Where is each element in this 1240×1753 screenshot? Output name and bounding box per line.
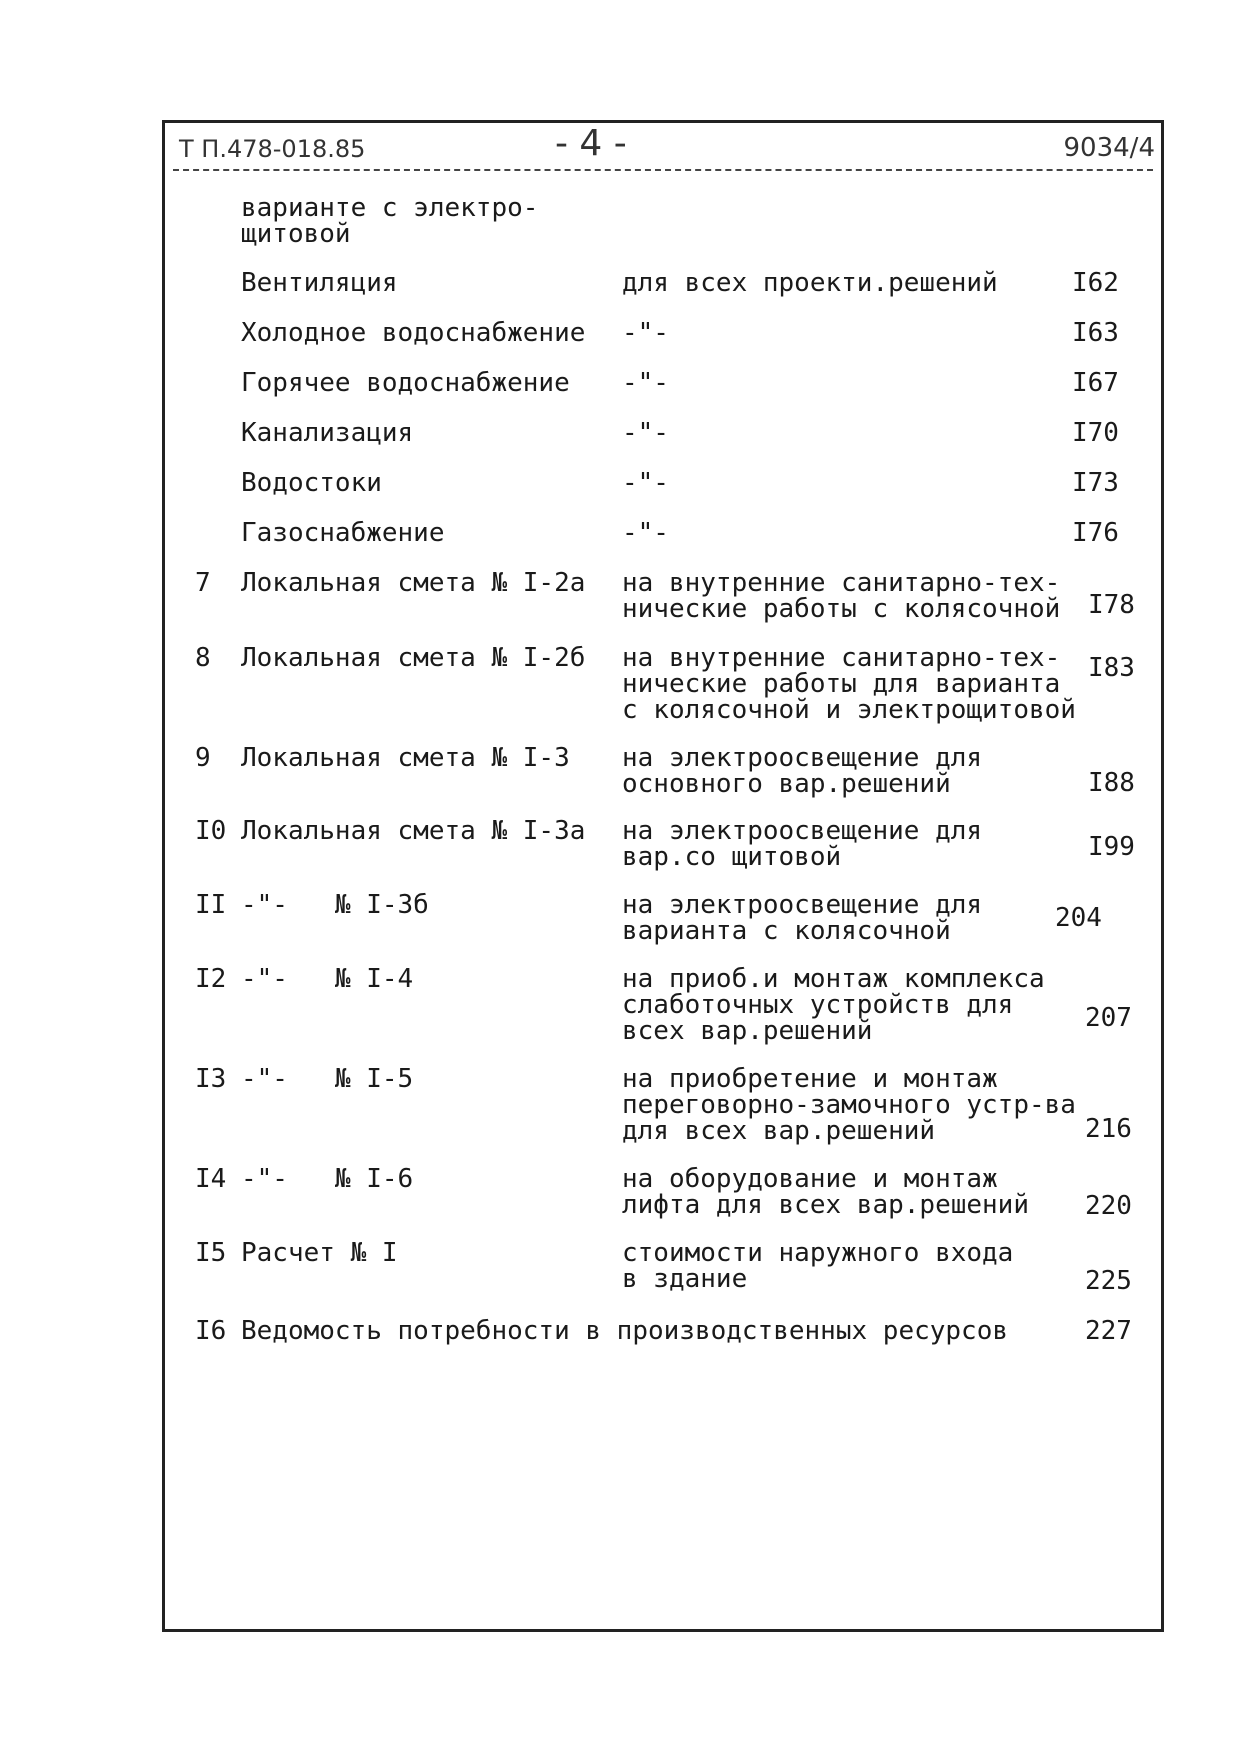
description-line: на электроосвещение для	[622, 816, 983, 846]
description-line: -"-	[622, 468, 669, 498]
row-number: II	[195, 890, 227, 920]
row-title: Расчет № I	[241, 1238, 398, 1268]
row-page-number: 227	[1085, 1316, 1132, 1346]
row-page-number: I76	[1072, 518, 1119, 548]
description-line: варианта с колясочной	[622, 916, 951, 946]
row-page-number: 207	[1085, 1003, 1132, 1033]
row-number: 7	[195, 568, 211, 598]
description-line: стоимости наружного входа	[622, 1238, 1014, 1268]
description-line: переговорно-замочного устр-ва	[622, 1090, 1076, 1120]
row-description	[622, 370, 669, 396]
row-page-number: I88	[1088, 768, 1135, 798]
description-line: в здание	[622, 1264, 748, 1294]
row-description	[622, 320, 669, 346]
row-description	[622, 745, 982, 797]
row-number: I6	[195, 1316, 227, 1346]
description-line: -"-	[622, 418, 669, 448]
row-description	[622, 966, 1045, 1044]
continuation-text	[241, 195, 538, 247]
description-line: основного вар.решений	[622, 769, 951, 799]
row-description	[622, 470, 669, 496]
row-title: Локальная смета № I-2а	[241, 568, 586, 598]
description-line: нические работы для варианта	[622, 669, 1061, 699]
doc-code: Т П.478-018.85	[179, 135, 366, 163]
description-line: на приоб.и монтаж комплекса	[622, 964, 1045, 994]
row-number: I2	[195, 964, 227, 994]
row-title: -"- № I-6	[241, 1164, 414, 1194]
row-title: Локальная смета № I-3а	[241, 816, 586, 846]
description-line: на электроосвещение для	[622, 890, 983, 920]
row-page-number: I78	[1088, 590, 1135, 620]
row-number: 9	[195, 743, 211, 773]
row-page-number: 204	[1055, 903, 1102, 933]
page-header	[165, 123, 1161, 177]
row-title: -"- № I-4	[241, 964, 414, 994]
row-title: Холодное водоснабжение	[241, 318, 586, 348]
row-title: Вентиляция	[241, 268, 398, 298]
row-page-number: I83	[1088, 653, 1135, 683]
row-description	[622, 1166, 1029, 1218]
description-line: всех вар.решений	[622, 1016, 873, 1046]
row-title: Водостоки	[241, 468, 382, 498]
row-page-number: I73	[1072, 468, 1119, 498]
description-line: -"-	[622, 368, 669, 398]
row-description	[622, 570, 1060, 622]
row-page-number: I99	[1088, 832, 1135, 862]
row-title: -"- № I-5	[241, 1064, 414, 1094]
description-line: на оборудование и монтаж	[622, 1164, 998, 1194]
header-divider	[173, 169, 1153, 171]
row-title: Горячее водоснабжение	[241, 368, 570, 398]
description-line: вар.со щитовой	[622, 842, 842, 872]
description-line: слаботочных устройств для	[622, 990, 1014, 1020]
row-page-number: 216	[1085, 1114, 1132, 1144]
row-description	[622, 892, 982, 944]
row-description	[622, 1240, 1013, 1292]
row-page-number: I62	[1072, 268, 1119, 298]
row-title: Газоснабжение	[241, 518, 445, 548]
row-description	[622, 645, 1076, 723]
row-title: Ведомость потребности в производственных ресурсов	[241, 1316, 1009, 1346]
description-line: для всех вар.решений	[622, 1116, 936, 1146]
row-number: I4	[195, 1164, 227, 1194]
row-number: I0	[195, 816, 227, 846]
row-description	[622, 270, 998, 296]
description-line: нические работы с колясочной	[622, 594, 1061, 624]
row-number: I5	[195, 1238, 227, 1268]
page-number: - 4 -	[555, 123, 627, 164]
sheet-code: 9034/4	[1063, 133, 1155, 163]
row-number: 8	[195, 643, 211, 673]
row-description	[622, 818, 982, 870]
row-description	[622, 1066, 1076, 1144]
continuation-line: щитовой	[241, 219, 351, 249]
row-title: Локальная смета № I-3	[241, 743, 570, 773]
description-line: на внутренние санитарно-тех-	[622, 643, 1061, 673]
description-line: на приобретение и монтаж	[622, 1064, 998, 1094]
row-page-number: I63	[1072, 318, 1119, 348]
row-page-number: I70	[1072, 418, 1119, 448]
row-number: I3	[195, 1064, 227, 1094]
description-line: -"-	[622, 518, 669, 548]
row-title: Канализация	[241, 418, 414, 448]
row-title: -"- № I-3б	[241, 890, 429, 920]
description-line: лифта для всех вар.решений	[622, 1190, 1029, 1220]
row-title: Локальная смета № I-2б	[241, 643, 586, 673]
row-description	[622, 420, 669, 446]
row-description	[622, 520, 669, 546]
row-page-number: I67	[1072, 368, 1119, 398]
continuation-line: варианте с электро-	[241, 193, 539, 223]
description-line: -"-	[622, 318, 669, 348]
description-line: на электроосвещение для	[622, 743, 983, 773]
description-line: для всех проекти.решений	[622, 268, 998, 298]
description-line: с колясочной и электрощитовой	[622, 695, 1076, 725]
description-line: на внутренние санитарно-тех-	[622, 568, 1061, 598]
row-page-number: 220	[1085, 1191, 1132, 1221]
row-page-number: 225	[1085, 1266, 1132, 1296]
